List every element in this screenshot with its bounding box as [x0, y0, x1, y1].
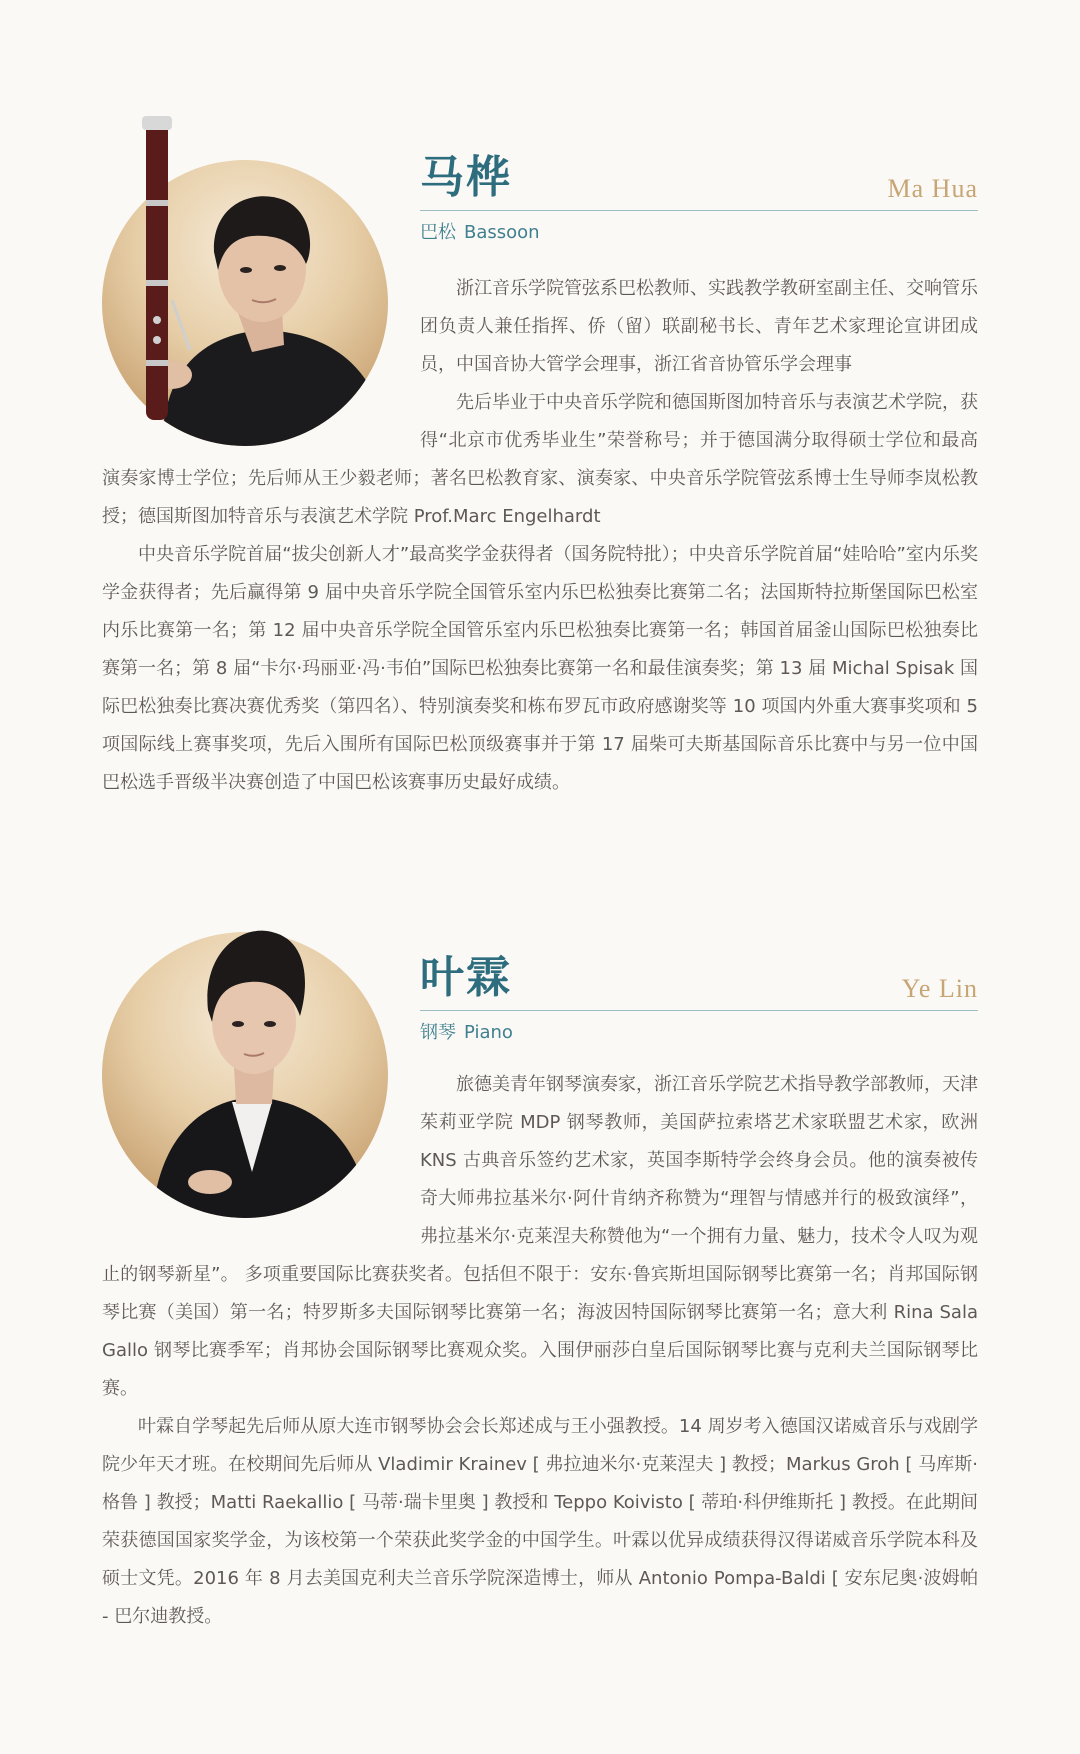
bio-paragraph: 叶霖自学琴起先后师从原大连市钢琴协会会长郑述成与王小强教授。14 周岁考入德国汉诺威音乐与戏剧学院少年天才班。在校期间先后师从 Vladimir Krainev [ 弗拉迪米尔·克莱涅夫 ] 教授；Markus Groh [ 马库斯·格鲁 ] 教授；Matti Raekallio [ 马蒂·瑞卡里奥 ] 教授和 Teppo Koivisto [ 蒂珀·科伊维斯托 ] 教授。在此期间荣获德国国家奖学金，为该校第一个荣获此奖学金的中国学生。叶霖以优异成绩获得汉得诺威音乐学院本科及硕士文凭。2016 年 8 月去美国克利夫兰音乐学院深造博士，师从 Antonio Pompa-Baldi [ 安东尼奥·波姆帕 - 巴尔迪教授。 [102, 1416, 978, 1627]
photo-spacer [102, 1066, 420, 1226]
bio-paragraph: 旅德美青年钢琴演奏家，浙江音乐学院艺术指导教学部教师，天津茱莉亚学院 MDP 钢琴教师，美国萨拉索塔艺术家联盟艺术家，欧洲 KNS 古典音乐签约艺术家，英国李斯特学会终身会员。他的演奏被传奇大师弗拉基米尔·阿什肯纳齐称赞为“理智与情感并行的极致演绎”，弗拉基米尔·克莱涅夫称赞他为“一个拥有力量、魅力，技术令人叹为观止的钢琴新星”。 多项重要国际比赛获奖者。包括但不限于：安东·鲁宾斯坦国际钢琴比赛第一名；肖邦国际钢琴比赛（美国）第一名；特罗斯多夫国际钢琴比赛第一名；海波因特国际钢琴比赛第一名；意大利 Rina Sala Gallo 钢琴比赛季军；肖邦协会国际钢琴比赛观众奖。入围伊丽莎白皇后国际钢琴比赛与克利夫兰国际钢琴比赛。 [102, 1074, 978, 1399]
instrument-chinese: 钢琴 [420, 1022, 456, 1043]
profile-ye-lin [0, 900, 1080, 1754]
name-chinese: 马桦 [420, 152, 512, 203]
instrument-english: Bassoon [464, 222, 540, 243]
name-chinese: 叶霖 [420, 952, 512, 1003]
name-divider [420, 1010, 978, 1011]
instrument-label [420, 1020, 513, 1046]
name-english: Ye Lin [901, 974, 978, 1003]
photo-spacer [102, 270, 420, 430]
biography [102, 270, 978, 802]
bio-paragraph: 中央音乐学院首届“拔尖创新人才”最高奖学金获得者（国务院特批）；中央音乐学院首届“娃哈哈”室内乐奖学金获得者；先后赢得第 9 届中央音乐学院全国管乐室内乐巴松独奏比赛第二名；法国斯特拉斯堡国际巴松室内乐比赛第一名；第 12 届中央音乐学院全国管乐室内乐巴松独奏比赛第一名；韩国首届釜山国际巴松独奏比赛第一名；第 8 届“卡尔·玛丽亚·冯·韦伯”国际巴松独奏比赛第一名和最佳演奏奖；第 13 届 Michal Spisak 国际巴松独奏比赛决赛优秀奖（第四名）、特别演奏奖和栋布罗瓦市政府感谢奖等 10 项国内外重大赛事奖项和 5 项国际线上赛事奖项，先后入围所有国际巴松顶级赛事并于第 17 届柴可夫斯基国际音乐比赛中与另一位中国巴松选手晋级半决赛创造了中国巴松该赛事历史最好成绩。 [102, 544, 978, 793]
name-english: Ma Hua [887, 174, 978, 203]
instrument-label [420, 220, 540, 246]
name-divider [420, 210, 978, 211]
bio-paragraph: 浙江音乐学院管弦系巴松教师、实践教学教研室副主任、交响管乐团负责人兼任指挥、侨（留）联副秘书长、青年艺术家理论宣讲团成员，中国音协大管学会理事，浙江省音协管乐学会理事 [420, 278, 978, 375]
bio-paragraph: 先后毕业于中央音乐学院和德国斯图加特音乐与表演艺术学院，获得“北京市优秀毕业生”荣誉称号；并于德国满分取得硕士学位和最高演奏家博士学位；先后师从王少毅老师；著名巴松教育家、演奏家、中央音乐学院管弦系博士生导师李岚松教授；德国斯图加特音乐与表演艺术学院 Prof.Marc Engelhardt [102, 392, 978, 527]
instrument-chinese: 巴松 [420, 222, 456, 243]
biography [102, 1066, 978, 1636]
instrument-english: Piano [464, 1022, 513, 1043]
